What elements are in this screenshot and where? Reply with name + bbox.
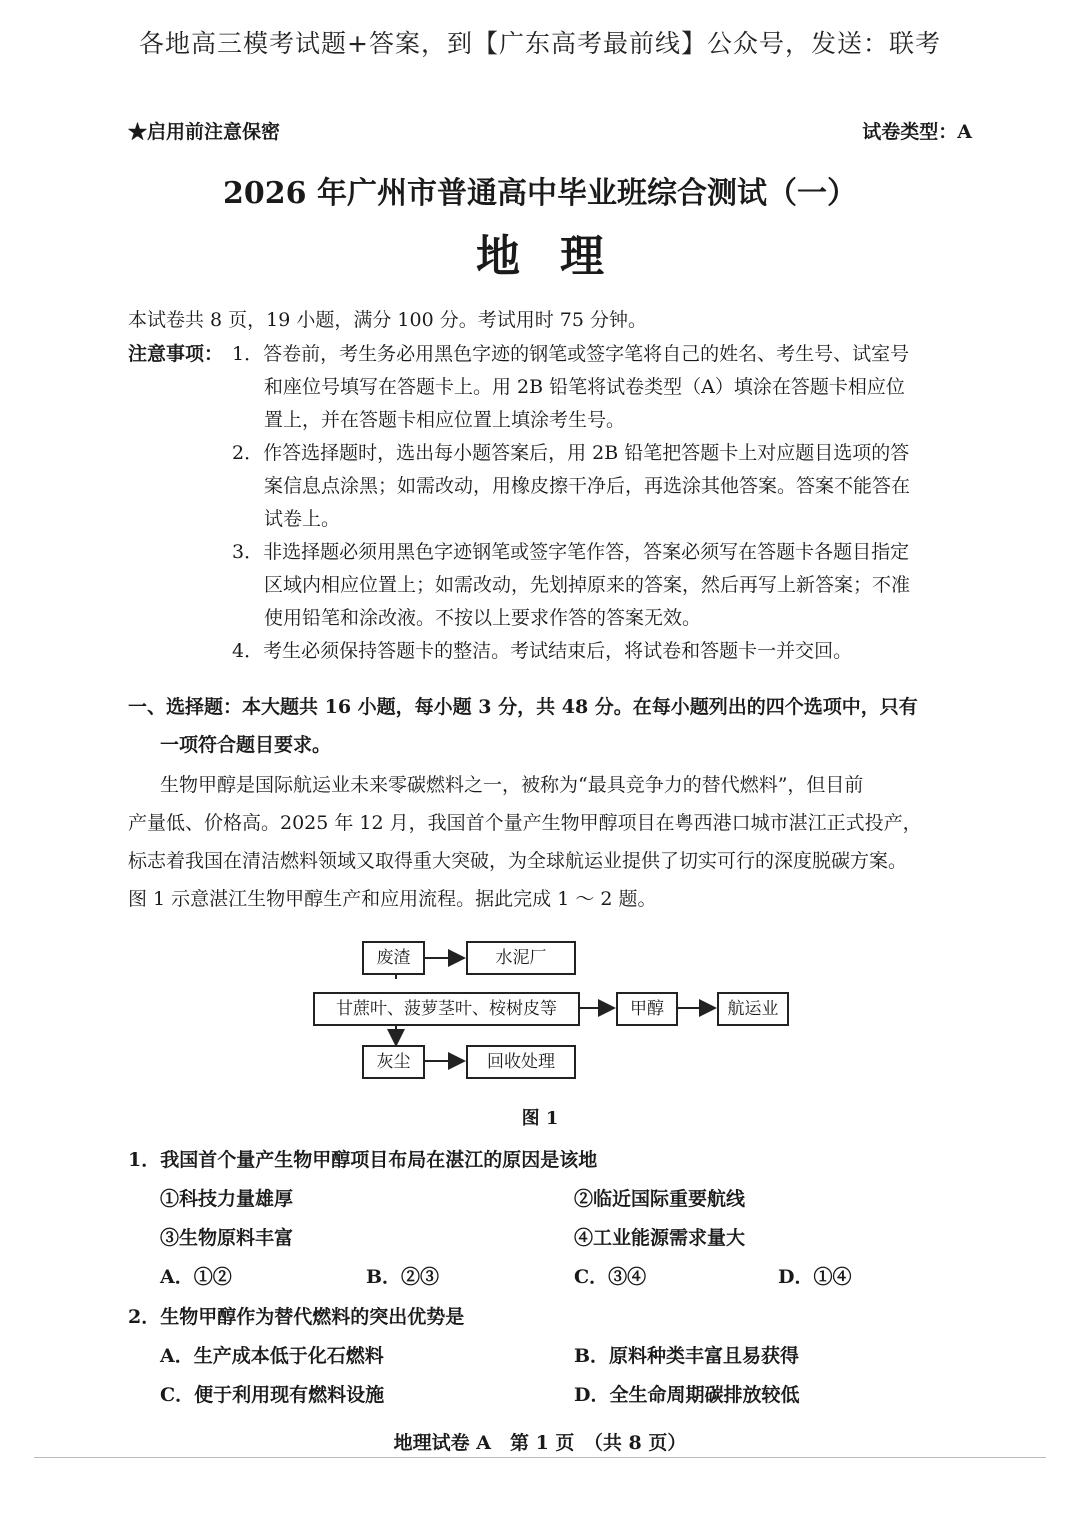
exam-title: 2026 年广州市普通高中毕业班综合测试（一）: [223, 176, 857, 211]
exam-intro: 本试卷共 8 页，19 小题，满分 100 分。考试用时 75 分钟。: [128, 309, 647, 331]
passage-line: 生物甲醇是国际航运业未来零碳燃料之一，被称为“最具竞争力的替代燃料”，但目前: [160, 774, 864, 796]
notice-line: 1．答卷前，考生务必用黑色字迹的钢笔或签字笔将自己的姓名、考生号、试室号: [232, 343, 910, 365]
notice-line: 使用铅笔和涂改液。不按以上要求作答的答案无效。: [264, 607, 702, 629]
notice-line: 案信息点涂黑；如需改动，用橡皮擦干净后，再选涂其他答案。答案不能答在: [264, 475, 911, 497]
q1-item: ①科技力量雄厚: [160, 1188, 294, 1210]
paper-type: 试卷类型：A: [862, 121, 972, 143]
figure-caption: 图 1: [521, 1108, 559, 1129]
passage-line: 标志着我国在清洁燃料领域又取得重大突破，为全球航运业提供了切实可行的深度脱碳方案。: [128, 850, 908, 872]
ash-box: 灰尘: [362, 1045, 425, 1079]
notice-label: 注意事项：: [128, 343, 224, 365]
question-1-stem: 1．我国首个量产生物甲醇项目布局在湛江的原因是该地: [128, 1149, 598, 1171]
notice-line: 2．作答选择题时，选出每小题答案后，用 2B 铅笔把答题卡上对应题目选项的答: [232, 442, 910, 464]
subject-title: 地理: [476, 231, 644, 282]
q1-option-a: A．①②: [160, 1266, 232, 1288]
q1-item: ②临近国际重要航线: [574, 1188, 746, 1210]
footer-divider: [34, 1457, 1046, 1458]
notice-line: 置上，并在答题卡相应位置上填涂考生号。: [264, 409, 626, 431]
cement-box: 水泥厂: [466, 941, 576, 975]
confidential-mark: ★启用前注意保密: [128, 121, 281, 143]
recycle-box: 回收处理: [466, 1045, 576, 1079]
notice-line: 3．非选择题必须用黑色字迹钢笔或签字笔作答，答案必须写在答题卡各题目指定: [232, 541, 910, 563]
q1-option-d: D．①④: [778, 1266, 852, 1288]
q2-option-a: A．生产成本低于化石燃料: [160, 1345, 384, 1367]
q2-option-b: B．原料种类丰富且易获得: [574, 1345, 800, 1367]
notice-line: 试卷上。: [264, 508, 341, 530]
promo-banner: 各地高三模考试题+答案，到【广东高考最前线】公众号，发送：联考: [139, 29, 941, 58]
passage-line: 产量低、价格高。2025 年 12 月，我国首个量产生物甲醇项目在粤西港口城市湛江正式投产，: [128, 812, 922, 834]
raw-materials-box: 甘蔗叶、菠萝茎叶、桉树皮等: [313, 992, 580, 1026]
q2-option-c: C．便于利用现有燃料设施: [160, 1384, 385, 1406]
waste-box: 废渣: [362, 941, 425, 975]
shipping-box: 航运业: [717, 992, 789, 1026]
notice-line: 和座位号填写在答题卡上。用 2B 铅笔将试卷类型（A）填涂在答题卡相应位: [264, 376, 905, 398]
q1-option-b: B．②③: [366, 1266, 440, 1288]
section-heading-cont: 一项符合题目要求。: [160, 734, 332, 756]
passage-line: 图 1 示意湛江生物甲醇生产和应用流程。据此完成 1 ～ 2 题。: [128, 888, 657, 910]
notice-line: 区域内相应位置上；如需改动，先划掉原来的答案，然后再写上新答案；不准: [264, 574, 911, 596]
q1-item: ④工业能源需求量大: [574, 1227, 746, 1249]
methanol-box: 甲醇: [616, 992, 678, 1026]
question-2-stem: 2．生物甲醇作为替代燃料的突出优势是: [128, 1306, 465, 1328]
q2-option-d: D．全生命周期碳排放较低: [574, 1384, 800, 1406]
q1-option-c: C．③④: [574, 1266, 647, 1288]
page-footer: 地理试卷 A 第 1 页 （共 8 页）: [393, 1432, 687, 1454]
q1-item: ③生物原料丰富: [160, 1227, 294, 1249]
notice-line: 4．考生必须保持答题卡的整洁。考试结束后，将试卷和答题卡一并交回。: [232, 640, 853, 662]
section-heading: 一、选择题：本大题共 16 小题，每小题 3 分，共 48 分。在每小题列出的四个选项中，只有: [128, 696, 918, 718]
